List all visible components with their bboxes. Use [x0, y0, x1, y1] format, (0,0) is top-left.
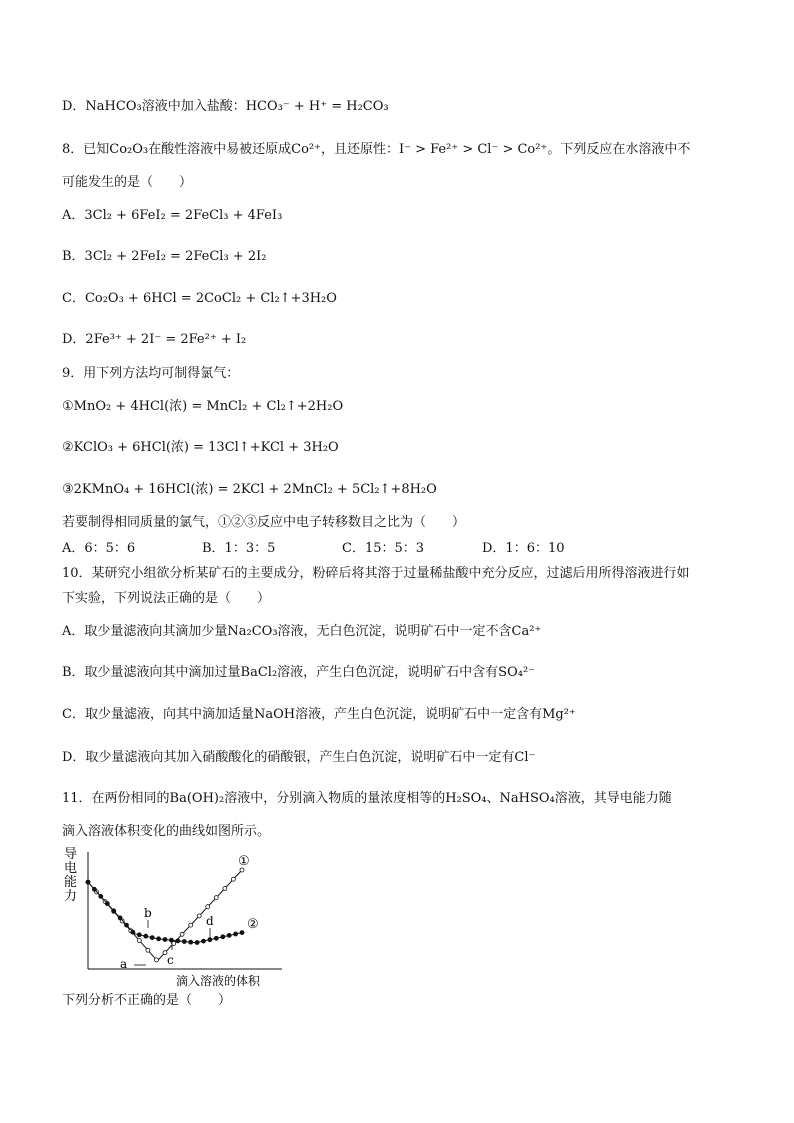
- curve-1-point: [137, 939, 141, 943]
- curve-1-point: [146, 948, 150, 952]
- point-a-label: a: [120, 957, 128, 971]
- question-10-option-b: B．取少量滤液向其中滴加过量BaCl₂溶液，产生白色沉淀，说明矿石中含有SO₄²⁻: [62, 665, 536, 680]
- curve-2-point: [189, 940, 193, 944]
- question-9-option-d: D．1：6：10: [482, 541, 565, 556]
- y-axis-label-char-3: 能: [64, 875, 78, 890]
- question-9-stem: 9．用下列方法均可制得氯气：: [62, 366, 240, 381]
- curve-2-point: [234, 932, 238, 936]
- curve-2-point: [240, 931, 244, 935]
- curve-2-point: [176, 939, 180, 943]
- point-b-label: b: [144, 906, 152, 920]
- curve-1-point: [189, 923, 193, 927]
- curve-2-point: [202, 939, 206, 943]
- curve-2-point: [137, 933, 141, 937]
- curve-2-point: [221, 935, 225, 939]
- question-9-option-b: B．1：3：5: [202, 541, 276, 556]
- curve-2-point: [227, 933, 231, 937]
- curve-1-point: [214, 896, 218, 900]
- curve-2-point: [118, 916, 122, 920]
- question-11-stem-line-2: 滴入溶液体积变化的曲线如图所示。: [62, 824, 271, 839]
- curve-1-point: [231, 877, 235, 881]
- curve-2-line: [88, 882, 242, 943]
- question-10-stem-line-2: 下实验，下列说法正确的是（ ）: [62, 591, 271, 606]
- conductivity-figure: [60, 846, 290, 996]
- curve-2-point: [86, 880, 90, 884]
- question-10-option-c: C．取少量滤液，向其中滴加适量NaOH溶液，产生白色沉淀，说明矿石中一定含有Mg²⁺: [62, 707, 576, 722]
- question-9-question: 若要制得相同质量的氯气，①②③反应中电子转移数目之比为（ ）: [62, 515, 466, 530]
- curve-2-point: [150, 936, 154, 940]
- curve-1-point: [180, 932, 184, 936]
- curve-2-point: [92, 887, 96, 891]
- point-c-label: c: [167, 953, 174, 967]
- curve-2-point: [182, 940, 186, 944]
- question-11-question: 下列分析不正确的是（ ）: [62, 993, 232, 1008]
- curve-2-point: [105, 902, 109, 906]
- curve-1-point: [206, 905, 210, 909]
- question-8-option-a: A．3Cl₂ + 6FeI₂ = 2FeCl₃ + 4FeI₃: [62, 208, 283, 223]
- curve-1-point: [197, 914, 201, 918]
- question-9-option-a: A．6：5：6: [62, 541, 136, 556]
- question-9-reaction-3: ③2KMnO₄ + 16HCl(浓) = 2KCl + 2MnCl₂ + 5Cl₂↑+8H₂O: [62, 482, 437, 497]
- question-8-stem-line-2: 可能发生的是（ ）: [62, 175, 193, 190]
- curve-2-group: [86, 880, 244, 944]
- curve-2-point: [99, 894, 103, 898]
- curve-2-point: [131, 930, 135, 934]
- y-axis-label-char-4: 力: [64, 889, 78, 904]
- curve-2-point: [144, 934, 148, 938]
- question-8-option-d: D．2Fe³⁺ + 2I⁻ = 2Fe²⁺ + I₂: [62, 332, 247, 347]
- y-axis-label-char-2: 电: [64, 861, 78, 876]
- curve-2-point: [214, 936, 218, 940]
- y-axis-label-char-1: 导: [64, 847, 78, 862]
- question-8-stem-line-1: 8．已知Co₂O₃在酸性溶液中易被还原成Co²⁺，且还原性：I⁻ > Fe²⁺ > Cl⁻ > Co²⁺。下列反应在水溶液中不: [62, 142, 691, 157]
- curve-1-point: [154, 958, 158, 962]
- question-8-option-b: B．3Cl₂ + 2FeI₂ = 2FeCl₃ + 2I₂: [62, 249, 267, 264]
- question-11-stem-line-1: 11．在两份相同的Ba(OH)₂溶液中，分别滴入物质的量浓度相等的H₂SO₄、NaHSO₄溶液，其导电能力随: [62, 791, 672, 806]
- point-d-label: d: [206, 914, 214, 928]
- curve-1-point: [223, 886, 227, 890]
- question-9-reaction-1: ①MnO₂ + 4HCl(浓) = MnCl₂ + Cl₂↑+2H₂O: [62, 399, 344, 414]
- curve-2-point: [157, 937, 161, 941]
- curve-1-label: ①: [238, 854, 250, 869]
- question-10-stem-line-1: 10．某研究小组欲分析某矿石的主要成分，粉碎后将其溶于过量稀盐酸中充分反应，过滤后用所得溶液进行如: [62, 566, 690, 581]
- curve-2-point: [125, 923, 129, 927]
- question-10-option-d: D．取少量滤液向其加入硝酸酸化的硝酸银，产生白色沉淀，说明矿石中一定有Cl⁻: [62, 750, 536, 765]
- question-7-option-d: D．NaHCO₃溶液中加入盐酸：HCO₃⁻ + H⁺ = H₂CO₃: [62, 99, 389, 114]
- question-10-option-a: A．取少量滤液向其滴加少量Na₂CO₃溶液，无白色沉淀，说明矿石中一定不含Ca²⁺: [62, 624, 542, 639]
- curve-1-line: [88, 870, 242, 961]
- question-8-option-c: C．Co₂O₃ + 6HCl = 2CoCl₂ + Cl₂↑+3H₂O: [62, 291, 337, 306]
- curve-2-point: [208, 938, 212, 942]
- question-9-reaction-2: ②KClO₃ + 6HCl(浓) = 13Cl↑+KCl + 3H₂O: [62, 440, 339, 455]
- curve-2-point: [112, 909, 116, 913]
- curve-2-point: [195, 941, 199, 945]
- x-axis-label: 滴入溶液的体积: [176, 974, 261, 988]
- question-9-option-c: C．15：5：3: [342, 541, 425, 556]
- curve-1-group: [86, 868, 244, 962]
- curve-2-label: ②: [247, 917, 259, 932]
- curve-2-point: [169, 938, 173, 942]
- curve-2-point: [163, 938, 167, 942]
